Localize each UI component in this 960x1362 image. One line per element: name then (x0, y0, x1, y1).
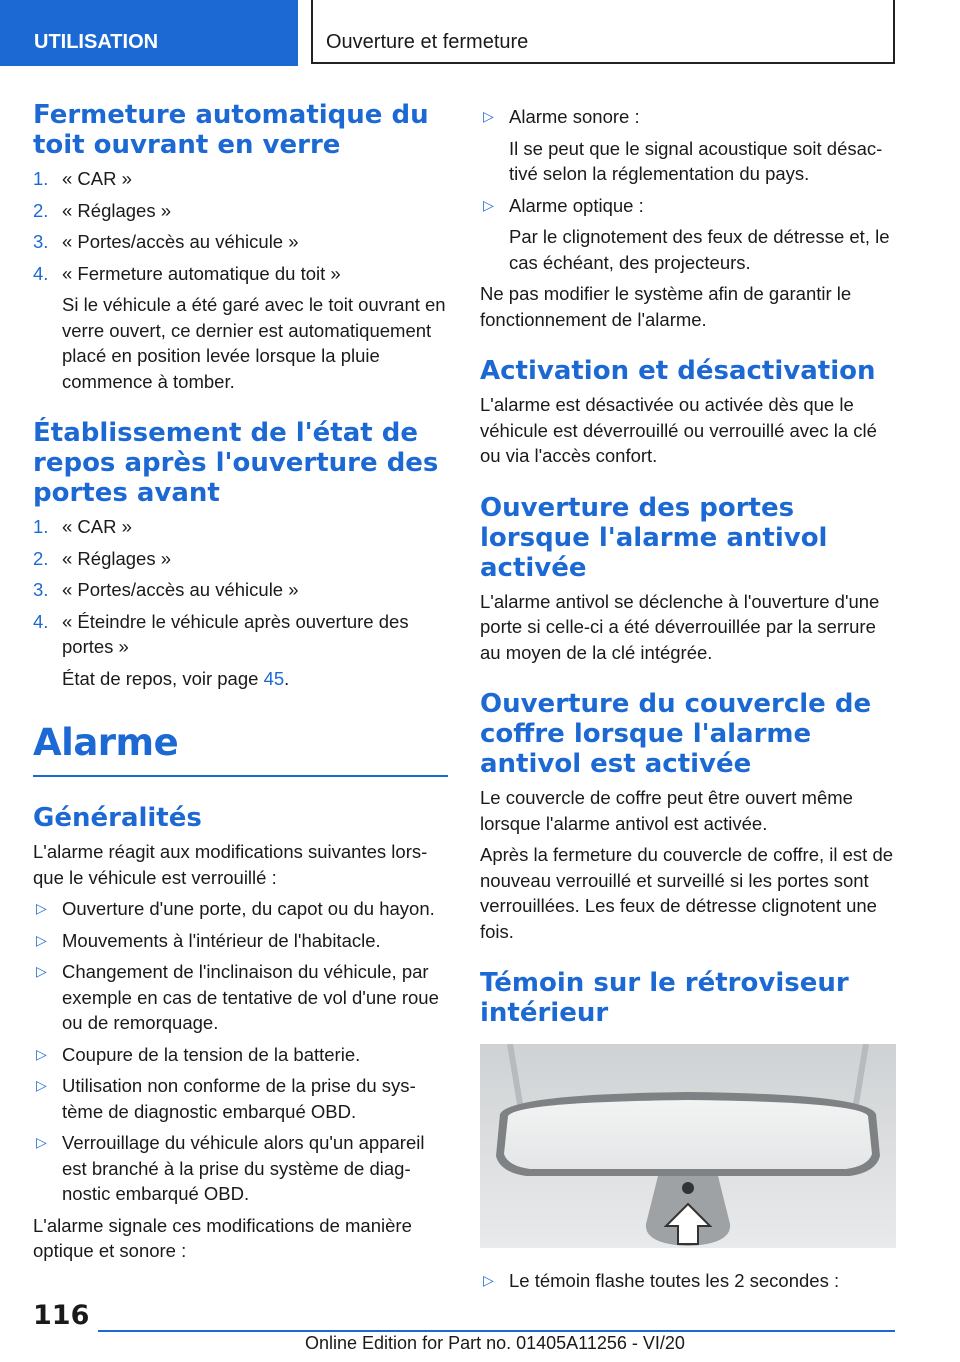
list-item: ▷ Ouverture d'une porte, du capot ou du hayon. (33, 896, 448, 922)
triangle-bullet-icon: ▷ (36, 900, 47, 916)
list-item: ▷ Le témoin flashe toutes les 2 secondes : (480, 1268, 896, 1294)
heading-rest-state: Établissement de l'état de repos après l'ouverture des portes avant (33, 418, 439, 508)
triangle-bullet-icon: ▷ (483, 196, 494, 213)
section-tab: UTILISATION (0, 0, 298, 66)
steps-roof (33, 166, 448, 286)
activation-text: L'alarme est désactivée ou activée dès que le véhicule est déverrouillé ou verrouillé avec la clé ou via l'accès confort. (480, 394, 877, 466)
trunk-opening-text-2: Après la fermeture du couvercle de coffre, il est de nouveau verrouillé et surveillé si les portes sont verrouillées. Les feux de détresse clignotent une fois. (480, 844, 894, 942)
list-item: 3. « Portes/accès au véhicule » (33, 231, 299, 252)
list-item: ▷ Verrouillage du véhicule alors qu'un appareil est branché à la prise du système de diagnostic embarqué OBD. (36, 1132, 425, 1204)
steps-rest-state (33, 514, 448, 660)
rearview-mirror-illustration (480, 1044, 896, 1248)
triangle-bullet-icon: ▷ (36, 1045, 47, 1062)
list-item: 4. « Éteindre le véhicule après ouverture des portes » (33, 610, 409, 657)
list-item: 3. « Portes/accès au véhicule » (33, 579, 299, 600)
list-item: ▷ Changement de l'inclinaison du véhicule, par exemple en cas de tentative de vol d'une roue ou de remorquage. (36, 961, 439, 1033)
heading-general: Généralités (33, 803, 202, 833)
chapter-heading-alarm: Alarme (33, 721, 179, 764)
triangle-bullet-icon: ▷ (36, 963, 47, 979)
page-header (0, 0, 960, 66)
triangle-bullet-icon: ▷ (36, 931, 47, 948)
list-item: 2. « Réglages » (33, 547, 172, 569)
heading-roof-auto-close: Fermeture automatique du toit ouvrant en verre (33, 100, 429, 160)
left-column (33, 100, 448, 1264)
indicator-list (480, 1268, 896, 1294)
general-outro: L'alarme signale ces modifications de manière optique et sonore : (33, 1214, 412, 1261)
right-column (480, 104, 896, 1294)
list-item: 1. « CAR » (33, 516, 132, 537)
modification-warning: Ne pas modifier le système afin de garantir le fonctionnement de l'alarme. (480, 283, 852, 330)
trunk-opening-text-1: Le couvercle de coffre peut être ouvert même lorsque l'alarme antivol est activée. (480, 787, 853, 834)
optical-alarm-text: Par le clignotement des feux de détresse et, le cas échéant, des projecteurs. (509, 226, 890, 273)
rest-state-reference: État de repos, voir page 45. (62, 667, 290, 689)
list-item: ▷ Alarme optique : (480, 193, 896, 219)
list-item: ▷ Coupure de la tension de la batterie. (33, 1042, 448, 1068)
edition-note: Online Edition for Part no. 01405A11256 - VI/20 (305, 1333, 685, 1353)
page-number: 116 (33, 1300, 90, 1331)
roof-note: Si le véhicule a été garé avec le toit ouvrant en verre ouvert, ce dernier est automatiquement placé en position levée lorsque la pluie commence à tomber. (62, 294, 446, 392)
triangle-bullet-icon: ▷ (36, 1134, 47, 1150)
triangle-bullet-icon: ▷ (483, 108, 494, 124)
alarm-signal-list (480, 104, 896, 130)
triangle-bullet-icon: ▷ (36, 1077, 47, 1093)
list-item: ▷ Alarme sonore : (480, 104, 896, 130)
page-link[interactable]: 45 (263, 667, 285, 689)
chapter-title: Ouverture et fermeture (326, 31, 529, 53)
list-item: ▷ Mouvements à l'intérieur de l'habitacle. (33, 928, 448, 954)
triangle-bullet-icon: ▷ (483, 1272, 494, 1288)
list-item: 4. « Fermeture automatique du toit » (33, 262, 341, 284)
heading-rule (33, 775, 448, 777)
heading-door-opening: Ouverture des portes lorsque l'alarme antivol activée (480, 492, 828, 583)
heading-mirror-indicator: Témoin sur le rétroviseur intérieur (480, 968, 849, 1028)
list-item: 1. « CAR » (33, 168, 132, 189)
general-intro: L'alarme réagit aux modifications suivantes lorsque le véhicule est verrouillé : (33, 841, 428, 888)
heading-trunk-opening: Ouverture du couvercle de coffre lorsque l'alarme antivol est activée (480, 689, 872, 779)
list-item: ▷ Utilisation non conforme de la prise du système de diagnostic embarqué OBD. (36, 1075, 416, 1122)
door-opening-text: L'alarme antivol se déclenche à l'ouverture d'une porte si celle-ci a été déverrouillée par la serrure au moyen de la clé intégrée. (480, 590, 880, 663)
list-item: 2. « Réglages » (33, 199, 172, 221)
alarm-triggers-list (33, 896, 448, 1207)
footer-rule (98, 1330, 895, 1332)
sound-alarm-text: Il se peut que le signal acoustique soit désactivé selon la réglementation du pays. (509, 137, 883, 184)
alarm-signal-list-2 (480, 193, 896, 219)
heading-activation: Activation et désactivation (480, 356, 876, 386)
